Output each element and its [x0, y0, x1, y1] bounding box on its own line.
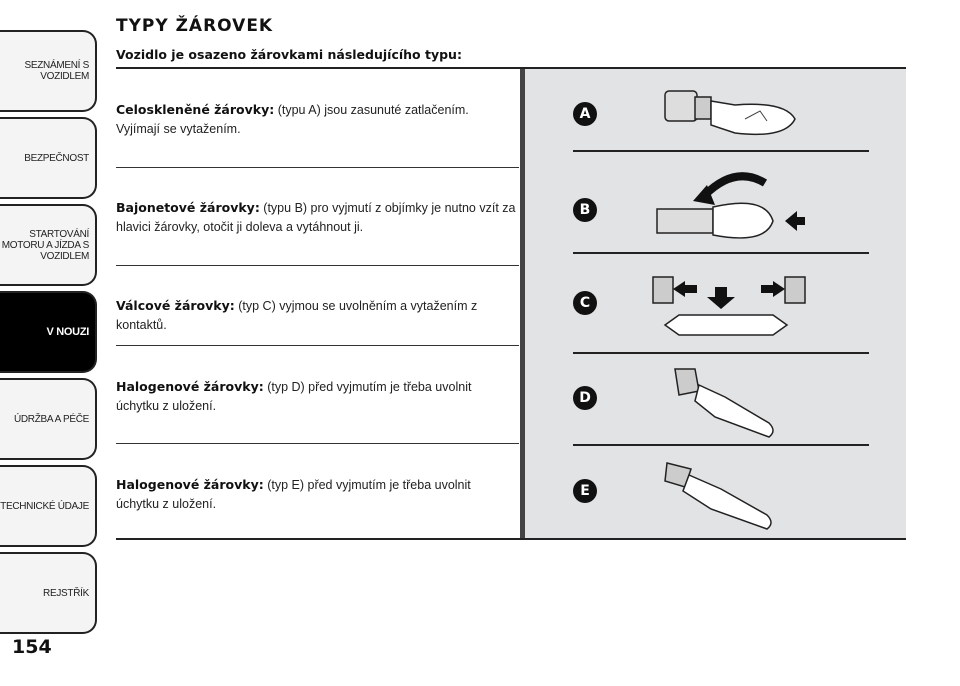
page-number: 154	[12, 636, 52, 658]
separator	[116, 167, 519, 168]
separator	[116, 265, 519, 266]
entry-term: Halogenové žárovky:	[116, 477, 264, 492]
entry-type-a	[116, 100, 516, 139]
tab-rejstrik[interactable]: REJSTŘÍK	[0, 552, 97, 634]
festoon-bulb-icon	[645, 267, 815, 347]
entry-text: (typu A) jsou zasunuté zatlačením. Vyjímají se vytažením.	[116, 103, 469, 136]
tab-bezpecnost[interactable]: BEZPEČNOST	[0, 117, 97, 199]
figure-divider	[573, 150, 869, 152]
entry-term: Halogenové žárovky:	[116, 379, 264, 394]
page-title: TYPY ŽÁROVEK	[116, 16, 274, 36]
tab-udrzba[interactable]: ÚDRŽBA A PÉČE	[0, 378, 97, 460]
label-badge-c: C	[573, 291, 597, 315]
separator	[116, 443, 519, 444]
page-subtitle: Vozidlo je osazeno žárovkami následujícího typu:	[116, 47, 462, 62]
separator	[116, 345, 519, 346]
tab-startovani[interactable]: STARTOVÁNÍ MOTORU A JÍZDA S VOZIDLEM	[0, 204, 97, 286]
wedge-bulb-icon	[655, 79, 815, 149]
entry-term: Válcové žárovky:	[116, 298, 235, 313]
label-badge-e: E	[573, 479, 597, 503]
figure-divider	[573, 252, 869, 254]
entry-term: Celoskleněné žárovky:	[116, 102, 275, 117]
tab-v-nouzi[interactable]: V NOUZI	[0, 291, 97, 373]
entry-text: (typu B) pro vyjmutí z objímky je nutno vzít za hlavici žárovky, otočit ji doleva a vytáhnout ji.	[116, 201, 516, 234]
entry-text: (typ C) vyjmou se uvolněním a vytažením z kontaktů.	[116, 299, 478, 332]
tab-seznameni[interactable]: SEZNÁMENÍ S VOZIDLEM	[0, 30, 97, 112]
entry-type-e	[116, 475, 516, 514]
label-badge-b: B	[573, 198, 597, 222]
halogen-bulb-e-icon	[655, 457, 785, 537]
entry-text: (typ D) před vyjmutím je třeba uvolnit úchytku z uložení.	[116, 380, 472, 413]
bottom-rule	[116, 538, 906, 540]
label-badge-a: A	[573, 102, 597, 126]
entry-text: (typ E) před vyjmutím je třeba uvolnit úchytku z uložení.	[116, 478, 471, 511]
figure-divider	[573, 444, 869, 446]
entry-type-b	[116, 198, 516, 237]
halogen-bulb-d-icon	[665, 361, 785, 441]
entry-type-c	[116, 296, 516, 335]
figure-divider	[573, 352, 869, 354]
bayonet-bulb-icon	[645, 165, 805, 245]
bulb-types-figure	[520, 69, 906, 538]
entry-term: Bajonetové žárovky:	[116, 200, 260, 215]
tab-technicke-udaje[interactable]: TECHNICKÉ ÚDAJE	[0, 465, 97, 547]
entry-type-d	[116, 377, 516, 416]
label-badge-d: D	[573, 386, 597, 410]
